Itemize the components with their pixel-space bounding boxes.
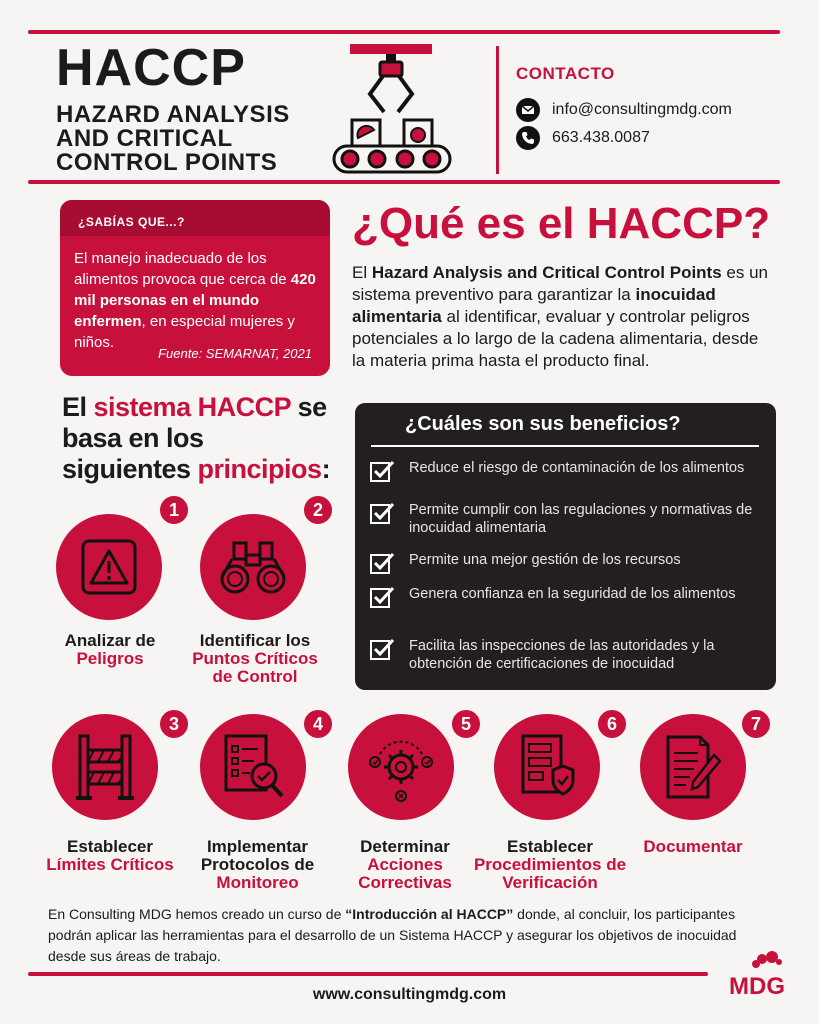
principles-heading: El sistema HACCP se basa en los siguientes principios: [62,392,331,484]
footer-rule [28,972,708,976]
checkbox-icon [369,501,395,525]
contact-phone-row [516,126,650,150]
principle-1-number: 1 [158,494,190,526]
benefit-item: Permite una mejor gestión de los recursos [369,551,765,575]
principle-1-label: Analizar de Peligros [64,631,156,668]
did-you-know-heading: ¿SABÍAS QUE...? [60,200,330,236]
principle-7-number: 7 [740,708,772,740]
page-title: HACCP [56,39,246,97]
checkbox-icon [369,551,395,575]
benefits-box [355,403,776,690]
did-you-know-source: Fuente: SEMARNAT, 2021 [158,346,312,361]
header-divider [496,46,499,174]
course-paragraph: En Consulting MDG hemos creado un curso de “Introducción al HACCP” donde, al concluir, los participantes podrán aplicar las herramientas para el desarrollo de un Sistema HACCP y asegurar los objetivos de inocuidad desde sus áreas de trabajo. [48,906,737,964]
principle-3-label: Establecer Límites Críticos [46,837,174,874]
principle-5-circle [348,714,454,820]
did-you-know-box [60,200,330,376]
benefit-item: Facilita las inspecciones de las autoridades y la obtención de certificaciones de inocuidad [369,637,765,673]
warning-icon [79,537,139,597]
subtitle-line-3: CONTROL POINTS [56,149,278,176]
principle-7-circle [640,714,746,820]
website-link[interactable]: www.consultingmdg.com [312,986,507,1003]
checkbox-icon [369,637,395,661]
principle-7-label: Documentar [643,837,743,856]
principle-6-label: Establecer Procedimientos de Verificación [473,837,627,892]
binoculars-icon [218,539,288,595]
principle-1-circle [56,514,162,620]
principle-2-label: Identificar los Puntos Críticos de Control [192,631,318,686]
flowchart-shield-icon [517,732,577,802]
principle-6-number: 6 [596,708,628,740]
benefits-divider [371,445,759,447]
barrier-icon [74,732,136,802]
mail-icon [516,98,540,122]
subtitle-line-2: AND CRITICAL [56,125,233,152]
principle-3-number: 3 [158,708,190,740]
document-pencil-icon [662,733,724,801]
principle-4-number: 4 [302,708,334,740]
benefit-item: Genera confianza en la seguridad de los alimentos [369,585,765,609]
principle-6-circle [494,714,600,820]
conveyor-robot-icon [328,42,458,174]
benefit-item: Permite cumplir con las regulaciones y normativas de inocuidad alimentaria [369,501,765,537]
principle-3-circle [52,714,158,820]
checkbox-icon [369,585,395,609]
benefits-heading: ¿Cuáles son sus beneficios? [405,413,681,435]
logo-text: MDG [729,973,785,1000]
principle-5-number: 5 [450,708,482,740]
header-bottom-rule [28,180,780,184]
contact-heading: CONTACTO [516,64,615,83]
contact-email[interactable]: info@consultingmdg.com [552,101,732,118]
subtitle-line-1: HAZARD ANALYSIS [56,101,290,128]
top-rule [28,30,780,34]
checkbox-icon [369,459,395,483]
benefit-item: Reduce el riesgo de contaminación de los alimentos [369,459,765,483]
contact-phone[interactable]: 663.438.0087 [552,129,650,146]
checklist-search-icon [220,732,286,802]
principle-2-number: 2 [302,494,334,526]
did-you-know-text: El manejo inadecuado de los alimentos provoca que cerca de 420 mil personas en el mundo enfermen, en especial mujeres y niños. [74,250,316,351]
principle-2-circle [200,514,306,620]
what-is-title: ¿Qué es el HACCP? [352,199,771,248]
principle-4-circle [200,714,306,820]
gear-cycle-icon [366,732,436,802]
mdg-logo [716,950,798,1000]
what-is-text: El Hazard Analysis and Critical Control Points es un sistema preventivo para garantizar la inocuidad alimentaria al identificar, evaluar y controlar peligros potenciales a lo largo de la cadena alimentaria, desde la materia prima hasta el producto final. [352,263,768,370]
contact-email-row [516,98,732,122]
phone-icon [516,126,540,150]
principle-4-label: Implementar Protocolos de Monitoreo [200,837,315,892]
principle-5-label: Determinar Acciones Correctivas [358,837,452,892]
